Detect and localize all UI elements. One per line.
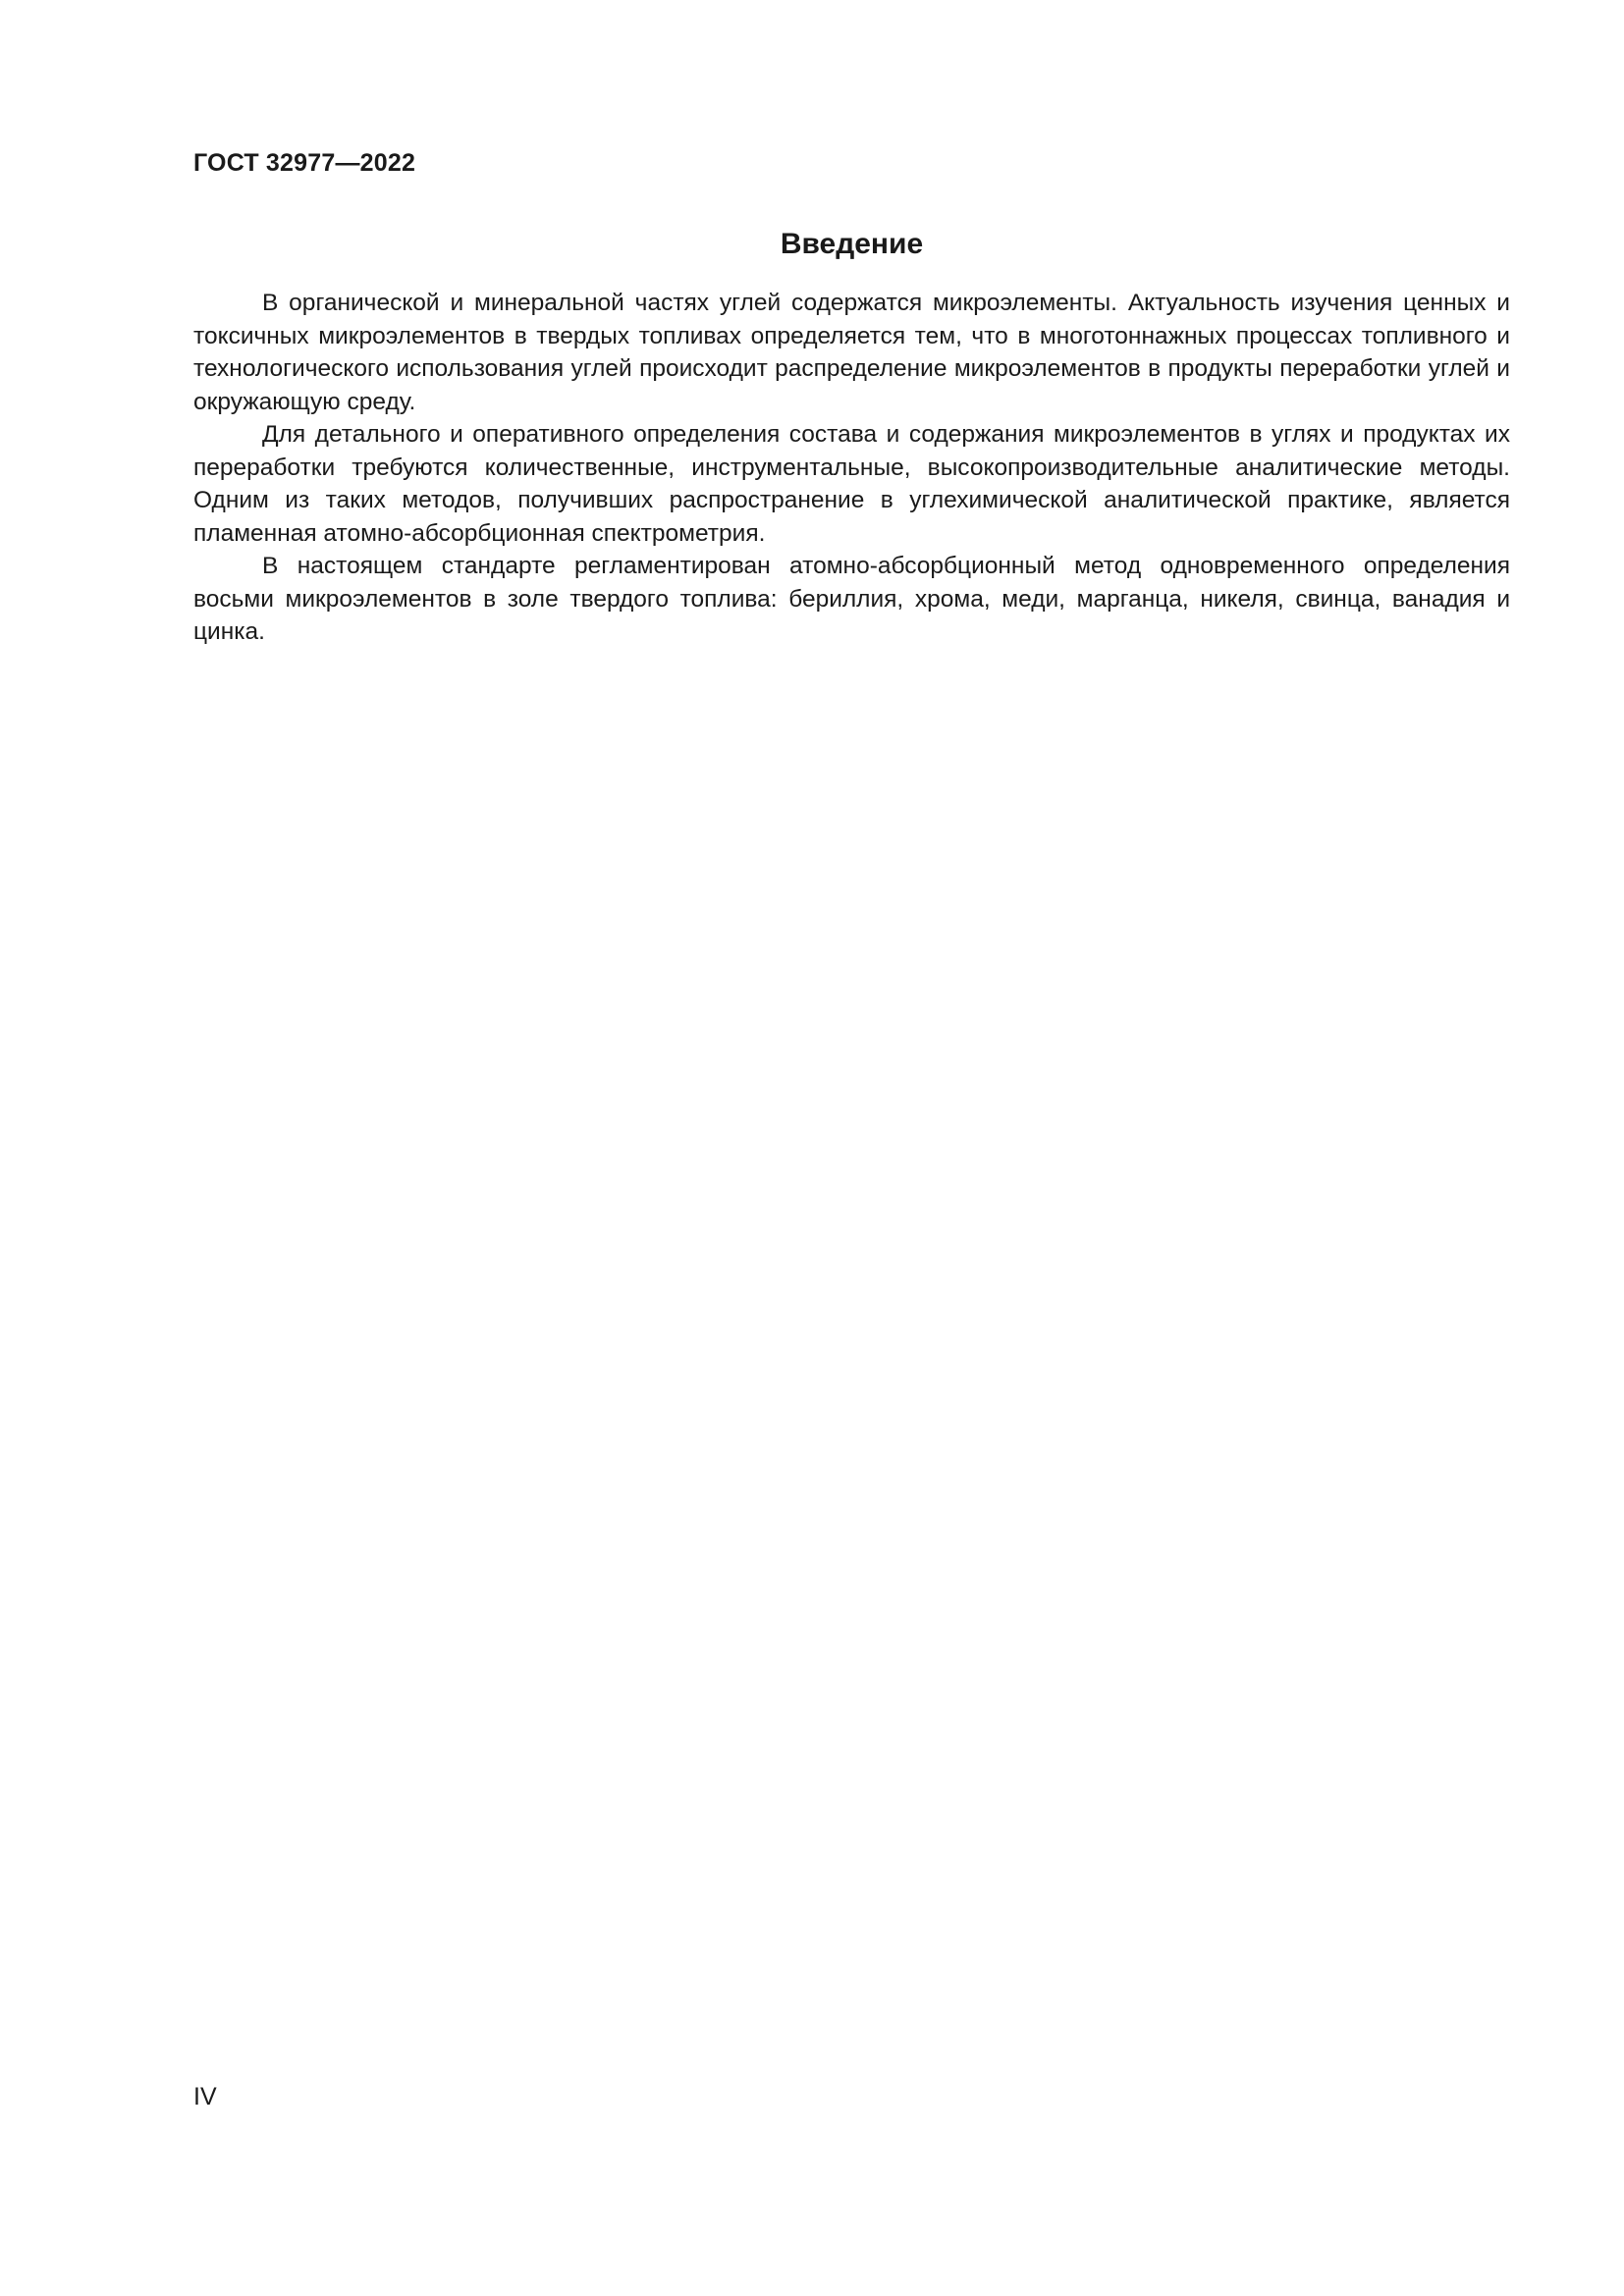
page-number: IV xyxy=(193,2083,217,2110)
paragraph: В органической и минеральной частях углей содержатся микроэлементы. Актуальность изучения ценных и токсичных микроэлементов в твердых топливах определяется тем, что в многотоннажных процессах топливного и технологического использования углей происходит распределение микроэлементов в продукты переработки углей и окружающую среду. xyxy=(193,290,1510,415)
paragraph: В настоящем стандарте регламентирован атомно-абсорбционный метод одновременного определения восьми микроэлементов в золе твердого топлива: бериллия, хрома, меди, марганца, никеля, свинца, ванадия и цинка. xyxy=(193,553,1510,645)
section-title: Введение xyxy=(780,228,924,260)
paragraph: Для детального и оперативного определения состава и содержания микроэлементов в углях и продуктах их переработки требуются количественные, инструментальные, высокопроизводительные аналитические методы. Одним из таких методов, получивших распространение в углехимической аналитической практике, является пламенная атомно-абсорбционная спектрометрия. xyxy=(193,421,1510,547)
document-header: ГОСТ 32977—2022 xyxy=(193,149,416,177)
body-text xyxy=(193,287,1510,649)
